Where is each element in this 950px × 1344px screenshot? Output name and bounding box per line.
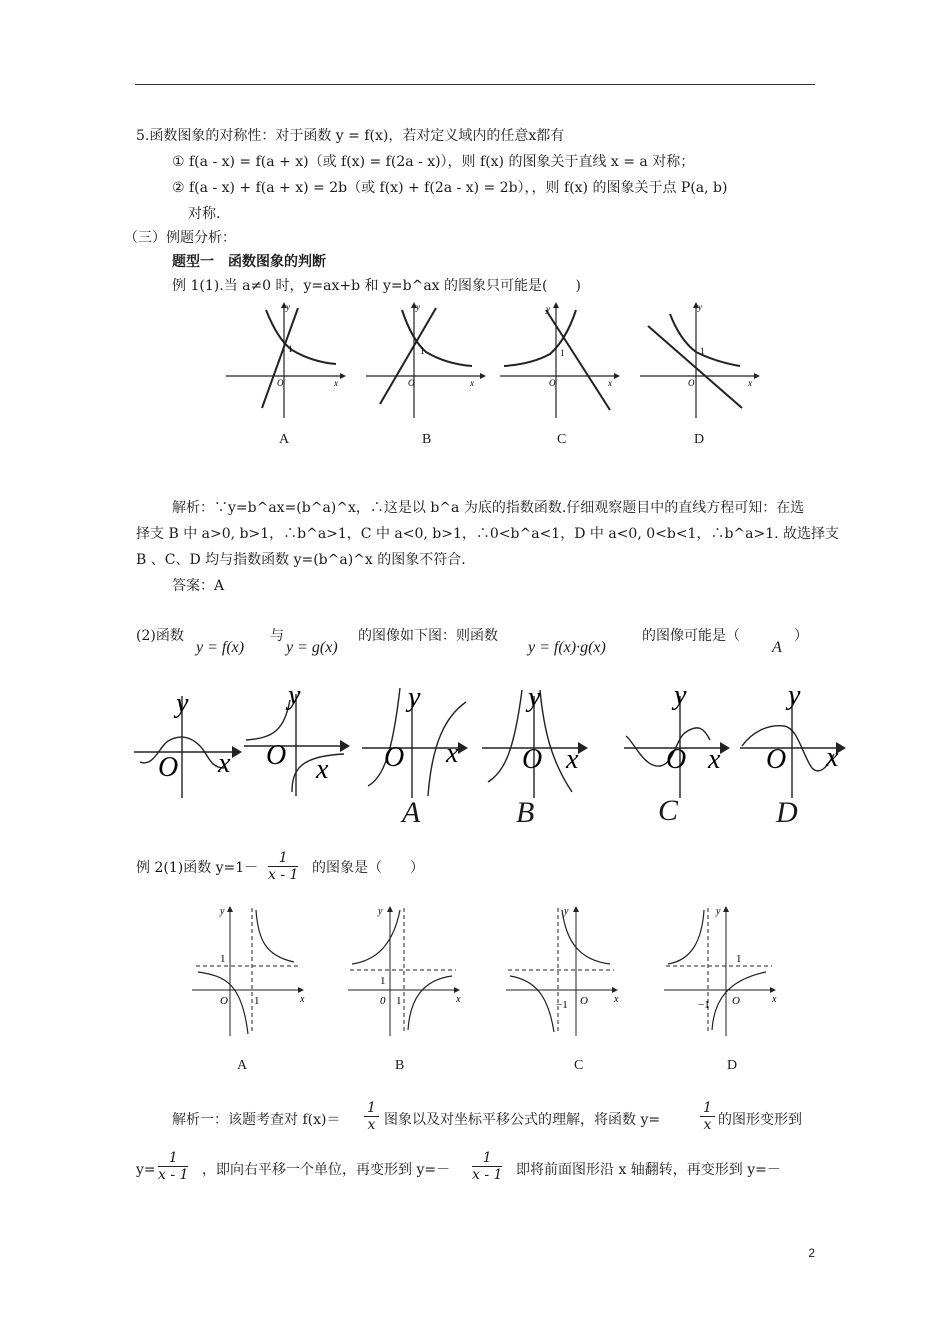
- svg-text:1: 1: [420, 346, 425, 356]
- svg-text:x: x: [218, 748, 231, 779]
- example2-figure-b: [346, 900, 466, 1040]
- example1-label-b: B: [422, 432, 432, 447]
- example2-label-b: B: [395, 1058, 405, 1073]
- svg-text:x: x: [708, 744, 721, 775]
- example1-2-suffix: 的图像可能是（: [642, 628, 740, 644]
- svg-text:y: y: [176, 688, 189, 719]
- svg-text:O: O: [549, 378, 556, 388]
- example1-label-a: A: [279, 432, 290, 447]
- svg-text:1: 1: [380, 975, 386, 987]
- svg-text:O: O: [666, 744, 687, 775]
- example2-figure-d: [662, 900, 782, 1040]
- svg-text:1: 1: [288, 344, 293, 354]
- svg-text:1: 1: [560, 348, 565, 358]
- svg-text:y: y: [698, 302, 702, 312]
- svg-text:y: y: [716, 906, 721, 917]
- svg-text:O: O: [766, 744, 787, 775]
- svg-text:O: O: [580, 995, 588, 1007]
- example1-label-c: C: [557, 432, 567, 447]
- example2-label-d: D: [727, 1058, 738, 1073]
- analysis2-line1-b: 图象以及对坐标平移公式的理解，将函数 y=: [384, 1112, 661, 1128]
- svg-text:x: x: [300, 994, 305, 1005]
- example1-figure-c: [496, 300, 620, 420]
- example1-2-label-a: A: [402, 796, 421, 829]
- analysis2-fraction-2-den: x - 1: [158, 1167, 189, 1183]
- symmetry-rule-2-tail: 对称.: [188, 206, 221, 222]
- example1-2-graph-f: [134, 682, 244, 804]
- example2-figure-c: [504, 900, 624, 1040]
- analysis2-fraction-1b: [700, 1100, 715, 1133]
- page-number: 2: [808, 1246, 815, 1260]
- type1-title: 题型一 函数图象的判断: [172, 254, 326, 270]
- example2-figure-a: [190, 900, 310, 1040]
- analysis2-line2-c: 即将前面图形沿 x 轴翻转，再变形到 y=－: [516, 1162, 781, 1178]
- header-rule: [135, 84, 815, 85]
- example1-analysis-3: B 、C、D 均与指数函数 y=(b^a)^x 的图象不符合.: [136, 552, 466, 568]
- svg-text:y: y: [220, 906, 225, 917]
- section-title: （三）例题分析：: [124, 230, 236, 246]
- svg-text:y: y: [546, 304, 550, 314]
- example1-2-g: y = g(x): [286, 639, 338, 656]
- example1-2-option-c: [624, 682, 736, 804]
- analysis2-line1-a: 解析一：该题考查对 f(x)＝: [172, 1112, 341, 1128]
- svg-text:−1: −1: [698, 999, 710, 1011]
- example1-2-f: y = f(x): [196, 639, 245, 656]
- svg-text:O: O: [408, 378, 415, 388]
- example2-label-a: A: [237, 1058, 248, 1073]
- svg-text:y: y: [788, 682, 801, 711]
- analysis2-fraction-2-num: 1: [158, 1150, 188, 1167]
- svg-text:1: 1: [220, 953, 226, 965]
- example2-fraction-numerator: 1: [268, 850, 298, 867]
- example1-analysis-2: 择支 B 中 a>0, b>1，∴b^a>1，C 中 a<0, b>1，∴0<b^a<1，D 中 a<0, 0<b<1，∴b^a>1. 故选择支: [136, 526, 840, 542]
- svg-text:y: y: [288, 680, 301, 711]
- svg-text:y: y: [674, 682, 687, 711]
- example1-figure-b: [362, 300, 486, 420]
- example1-figure-a: [222, 300, 346, 420]
- svg-text:O: O: [522, 744, 543, 775]
- example1-question: 例 1(1).当 a≠0 时，y=ax+b 和 y=b^ax 的图象只可能是( ): [172, 278, 581, 294]
- example1-2-label-b: B: [516, 796, 535, 829]
- symmetry-rule-2: ② f(a - x) + f(a + x) = 2b（或 f(x) + f(2a - x) = 2b），，则 f(x) 的图象关于点 P(a, b): [172, 180, 728, 196]
- svg-text:1: 1: [254, 995, 260, 1007]
- example1-2-prefix: (2)函数: [136, 628, 184, 644]
- svg-text:1: 1: [700, 346, 705, 356]
- analysis2-fraction-3-num: 1: [472, 1150, 502, 1167]
- example1-2-answer: A: [772, 639, 782, 656]
- svg-text:x: x: [826, 742, 839, 773]
- svg-text:x: x: [446, 738, 459, 769]
- example1-2-fg: y = f(x)·g(x): [528, 639, 606, 656]
- svg-text:−1: −1: [556, 999, 568, 1011]
- symmetry-heading: 5.函数图象的对称性：对于函数 y = f(x)，若对定义域内的任意x都有: [136, 128, 565, 144]
- svg-text:O: O: [384, 742, 405, 773]
- example2-prefix: 例 2(1)函数 y=1－: [136, 860, 259, 876]
- example1-2-with: 与: [270, 628, 284, 644]
- svg-text:x: x: [614, 994, 619, 1005]
- example1-2-option-a: [362, 682, 474, 804]
- svg-text:y: y: [528, 682, 541, 713]
- example1-2-label-c: C: [658, 794, 679, 827]
- example1-label-d: D: [694, 432, 705, 447]
- svg-text:O: O: [732, 995, 740, 1007]
- svg-text:O: O: [277, 378, 284, 388]
- example1-2-close: ）: [794, 628, 808, 644]
- example2-fraction-denominator: x - 1: [268, 867, 299, 883]
- analysis2-line1-c: 的图形变形到: [718, 1112, 802, 1128]
- analysis2-fraction-3-den: x - 1: [472, 1167, 503, 1183]
- svg-text:y: y: [416, 302, 420, 312]
- svg-text:x: x: [772, 994, 777, 1005]
- analysis2-fraction-1-num: 1: [364, 1100, 379, 1117]
- example2-fraction: [268, 850, 298, 883]
- example1-figure-d: [636, 300, 760, 420]
- analysis2-fraction-3: [472, 1150, 502, 1183]
- svg-text:O: O: [220, 995, 228, 1007]
- example1-2-mid: 的图像如下图：则函数: [358, 628, 498, 644]
- analysis2-fraction-1: [364, 1100, 379, 1133]
- svg-text:1: 1: [396, 995, 402, 1007]
- analysis2-line2-a: y=: [136, 1162, 156, 1178]
- svg-text:y: y: [564, 906, 569, 917]
- svg-text:x: x: [748, 378, 752, 388]
- example1-2-graph-g: [244, 680, 356, 802]
- svg-text:O: O: [688, 378, 695, 388]
- svg-text:O: O: [158, 752, 179, 783]
- example1-answer: 答案：A: [172, 578, 225, 594]
- analysis2-fraction-1b-num: 1: [700, 1100, 715, 1117]
- svg-text:x: x: [456, 994, 461, 1005]
- example1-2-option-b: [482, 682, 594, 804]
- svg-text:1: 1: [736, 953, 742, 965]
- example1-analysis-1: 解析：∵y=b^ax=(b^a)^x，∴这是以 b^a 为底的指数函数.仔细观察题目中的直线方程可知：在选: [172, 500, 805, 516]
- analysis2-line2-b: ，即向右平移一个单位，再变形到 y=－: [202, 1162, 451, 1178]
- svg-text:y: y: [286, 302, 290, 312]
- svg-text:0: 0: [380, 995, 386, 1007]
- svg-text:x: x: [316, 754, 329, 785]
- svg-text:x: x: [608, 378, 612, 388]
- analysis2-fraction-1b-den: x: [703, 1117, 712, 1133]
- svg-text:O: O: [266, 740, 287, 771]
- svg-text:x: x: [566, 744, 579, 775]
- analysis2-fraction-1-den: x: [367, 1117, 376, 1133]
- example1-2-label-d: D: [776, 796, 798, 829]
- svg-text:y: y: [378, 906, 383, 917]
- svg-text:x: x: [334, 378, 338, 388]
- example2-suffix: 的图象是（ ）: [312, 860, 424, 876]
- symmetry-rule-1: ① f(a - x) = f(a + x)（或 f(x) = f(2a - x)），则 f(x) 的图象关于直线 x = a 对称；: [172, 154, 695, 170]
- svg-text:y: y: [408, 682, 421, 713]
- svg-text:x: x: [470, 378, 474, 388]
- example1-2-option-d: [740, 682, 852, 804]
- analysis2-fraction-2: [158, 1150, 188, 1183]
- example2-label-c: C: [574, 1058, 584, 1073]
